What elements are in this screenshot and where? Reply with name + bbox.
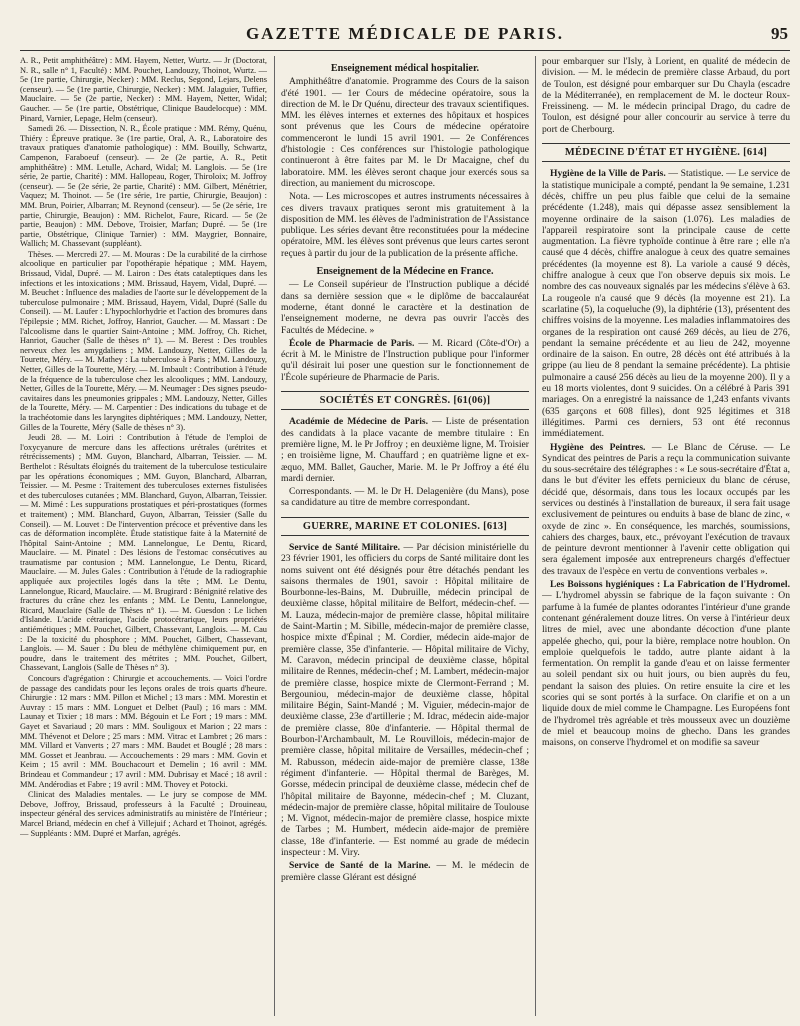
concours-paragraph: Concours d'agrégation : Chirurgie et accouchements. — Voici l'ordre de passage des candidats pour les leçons orales de trois quarts d'heure. Chirurgie : 12 mars : MM. Pillon et Michel ; 13 mars : MM. Morestin et Auvray : 15 mars : MM. Longuet et Delbet (Paul) ; 16 mars : MM. Launay et Tixier ; 18 mars : MM. Bégouin et Le Fort ; 19 mars : MM. Gayet et Savariaud ; 20 mars : MM. Souligoux et Marion ; 22 mars : MM. Thévenot et Delore ; 25 mars : MM. Vitrac et Lambret ; 26 mars : MM. Villard et Vanverts ; 27 mars : MM. Baudet et Bouglé ; 28 mars : MM. Gosset et Jeanbrau. — Accouchements : 29 mars : MM. Govin et Keim ; 15 avril : MM. Bouchacourt et Demelin ; 16 avril : MM. Brindeau et Commandeur ; 17 avril : MM. Dubrisay et Macé ; 18 avril : MM. Andérodias et Fabre ; 19 avril : MM. Thovey et Potocki. xyxy=(20,674,267,789)
body-paragraph xyxy=(281,338,529,383)
clinicat-paragraph: Clinicat des Maladies mentales. — Le jury se compose de MM. Debove, Joffroy, Brissaud, professeurs à la Faculté ; Drouineau, inspecteur général des services administratifs au ministère de l'Intérieur ; Marcel Briand, médecin en chef à Villejuif ; Achard et Thoinot, agrégés. — Suppléants : MM. Dupré et Marfan, agrégés. xyxy=(20,790,267,838)
section-heading: Enseignement médical hospitalier. xyxy=(330,63,480,74)
theses-paragraph: Jeudi 28. — M. Loiri : Contribution à l'étude de l'emploi de l'oxycyanure de mercure dans les affections urétrales (urétrites et rétrécissements) ; MM. Guyon, Blanchard, Albarran, Teissier. — M. Berthelot : Résultats éloignés du traitement de la tuberculose testiculaire par les opérations économiques ; MM. Guyon, Blanchard, Albarran, Teissier. — M. Pesme : Traitement des tuberculoses externes fistulisées et des tuberculoses cutanées ; MM. Blanchard, Guyon, Albarran, Teissier. — M. Mimé : Les suppurations prostatiques et péri-prostatiques (formes et traitement) ; MM. Blanchard, Guyon, Albarran, Teissier (Salle du Conseil). — M. Louvet : De l'intervention précoce et préventive dans les cas de déformation incomplète. Étude statistique faite à la Maternité de l'hôpital Saint-Antoine ; MM. Lannelongue, Le Dentu, Ricard, Mauclaire. — M. Pinatel : Des lésions de l'estomac consécutives au traumatisme par contusion ; MM. Lannelongue, Le Dentu, Ricard, Mauclaire. — M. Jules Gales : Contribution à l'étude de la radiographie appliquée aux projectiles logés dans la tête ; MM. Le Dentu, Lannelongue, Ricard, Mauclaire. — M. Brugirard : Bénignité relative des fractures du crâne chez les enfants ; MM. Le Dentu, Lannelongue, Ricard, Mauclaire (Salle de Thèses n° 1). — M. Guesdon : Le lichen d'Islande. L'acide cétrarique, l'acide protocétrarique, leurs propriétés antiémétiques ; MM. Pouchet, Gilbert, Chassevant, Langlois. — M. Cau : De la toxicité du phosphore ; MM. Pouchet, Gilbert, Chassevant, Langlois. — M. Sauer : Du bleu de méthylène chimiquement pur, en poudre, dans le traitement des métrites ; MM. Pouchet, Gilbert, Chassevant, Langlois (Salle de Thèses n° 3). xyxy=(20,433,267,673)
body-paragraph: pour embarquer sur l'Isly, à Lorient, en qualité de médecin de division. — M. le médecin de première classe Arbaud, du port de Toulon, est désigné pour embarquer sur Du Chayla (escadre de la Méditerranée), en remplacement de M. le docteur Roux-Freissineng. — M. le médecin principal Drago, du cadre de Toulon, est désigné pour aller concourir au service à terre du port de Cherbourg. xyxy=(542,56,790,135)
run-in-heading: Service de Santé de la Marine. xyxy=(289,860,431,872)
paragraph-text: — Le Blanc de Céruse. — Le Syndicat des peintres de Paris a reçu la communication suivante du sous-secrétaire des télégraphes : « Le sous-secrétaire d'État a, dans le but d'éviter les effets pernicieux du blanc de céruse, décidé que, désormais, dans tous les locaux occupés par les services ou destinés à l'installation de bureaux, il sera fait usage exclusivement de peintures ou enduits à base de blanc de zinc, « oxyde de zinc ». En conséquence, les marchés, soumissions, cahiers des charges, baux, etc., prévoyant l'exécution de travaux de peinture devront mentionner à l'avenir cette obligation qui sera également imposée aux entrepreneurs chargés d'effectuer des travaux de l'espèce en vertu de conventions verbales ». xyxy=(542,441,790,577)
run-in-heading: Hygiène de la Ville de Paris. xyxy=(550,168,666,180)
column-middle xyxy=(281,56,529,1016)
run-in-heading: Service de Santé Militaire. xyxy=(289,541,401,553)
paragraph-text: — L'hydromel abyssin se fabrique de la façon suivante : On parfume à la fumée de plantes odorantes l'intérieur d'une grande contenant généralement douze litres. On verse à l'intérieur deux litres de miel, avec une abondante décoction d'une plante appelée ghecho, qui, pour la bière, remplace notre houblon. On emploie quelquefois le taddo, autre plante aidant à la fermentation. On remplit la gande d'eau et on laisse fermenter au soleil pendant six ou huit jours, ou bien auprès du feu, pendant la saison des pluies. On retire ensuite la cire et les scories qui se sont portés à la surface. On clarifie et on a un liquide doux de miel comme le Champagne. Les Européens font de l'hydromel très agréable et très mousseux avec un douzième de miel et beaucoup moins de ghecho. Dans les grandes maisons, on conserve l'hydromel et on modifie sa saveur xyxy=(542,590,790,749)
paragraph-text: — Par décision ministérielle du 23 février 1901, les officiers du corps de Santé militaire dont les noms suivent ont été désignés pour être détachés pendant les saisons thermales de 1901, savoir : Hôpital militaire de Bourbonne-les-Bains, M. Dubruille, médecin principal de deuxième classe, hôpital militaire de Belfort, médecin-chef. — M. Lauza, médecin-major de première classe, hôpital militaire de Saint-Martin ; M. Sibille, médecin-major de première classe, hospice mixte d'Épinal ; M. Cordier, médecin aide-major de première classe, 35e d'infanterie. — Hôpital militaire de Vichy, M. Caravon, médecin principal de deuxième classe, hôpital militaire de Rennes, médecin-chef ; M. Lambert, médecin-major de première classe, hospice mixte de Clermont-Ferrand ; M. Bergouniou, médecin-major de deuxième classe, hôpital militaire Bégin, Saint-Mandé ; M. Viguier, médecin-major de deuxième classe, 23e d'artillerie ; M. Idrac, médecin aide-major de première classe, 80e d'infanterie. — Hôpital thermal de Bourbon-l'Archambault, M. Le Rouvillois, médecin-major de première classe, hôpital militaire de Versailles, médecin-chef ; M. Rabusson, médecin aide-major de première classe, 138e régiment d'infanterie. — Hôpital thermal de Barèges, M. Gorsse, médecin principal de deuxième classe, médecin chef de l'hôpital militaire de Bayonne, médecin-chef ; M. Cluzant, médecin-major de première classe, hôpital militaire de Toulouse ; M. Vignot, médecin-major de première classe, hospice mixte de Tarbes ; M. Humbert, médecin aide-major de première classe, 18e d'infanterie. — Est nommé au grade de médecin inspecteur : M. Viry. xyxy=(281,541,529,858)
paragraph-text: — Liste de présentation des candidats à la place vacante de membre titulaire : En première ligne, M. le Pr Joffroy ; en deuxième ligne, M. Troisier ; en troisième ligne, M. Chauffard ; en quatrième ligne et ex-æquo, MM. Ballet, Gaucher, Marie. M. le Pr Joffroy a été élu mardi dernier. xyxy=(281,416,529,484)
body-paragraph xyxy=(542,442,790,578)
journal-title: GAZETTE MÉDICALE DE PARIS. xyxy=(245,24,565,43)
column-divider xyxy=(274,56,275,1016)
column-left xyxy=(20,56,267,1016)
theses-paragraph: Thèses. — Mercredi 27. — M. Mouras : De la curabilité de la cirrhose alcoolique en particulier par l'opothérapie hépatique ; MM. Hayem, Brissaud, Vidal, Dupré. — M. Lairon : Des états cataleptiques dans les infections et les intoxications ; MM. Brissaud, Hayem, Vidal, Dupré. — M. Beuchet : Influence des maladies de l'aorte sur le développement de la tuberculose pulmonaire ; MM. Brissaud, Hayem, Vidal, Dupré (Salle du Conseil). — M. Laufer : L'hypochlorhydrie et l'action des bromures dans l'épilepsie ; MM. Richet, Joffroy, Hanriot, Gaucher. — M. Massart : De l'alcoolisme dans le quartier Saint-Antoine ; MM. Joffroy, Ch. Richet, Hanriot, Gaucher (Salle de thèses n° 1). — M. Berest : Des troubles nerveux chez les amygdaliens ; MM. Landouzy, Netter, Gilles de la Tourette, Méry. — M. Mathey : La tuberculose à Paris ; MM. Landouzy, Netter, Gilles de la Tourette, Méry. — M. Imbault : Contribution à l'étude de la fréquence de la tuberculose chez les alcooliques ; MM. Landouzy, Netter, Gilles de la Tourette, Méry. — M. Neumager : Des signes pseudo-cavitaires dans les pneumonies grippales ; MM. Landouzy, Netter, Gilles de la Tourette, Méry. — M. Carpentier : Des indications du tubage et de la trachéotomie dans les laryngites diphtériques ; MM. Landouzy, Netter, Gilles de la Tourette, Méry (Salle de thèses n° 3). xyxy=(20,249,267,432)
page-header xyxy=(20,22,790,51)
body-paragraph: Nota. — Les microscopes et autres instruments nécessaires à ces divers travaux pratiques seront mis gratuitement à la disposition de MM. les élèves de l'administration de l'Assistance publique. Les séries devant être reconstituées pour la médecine opératoire, MM. les élèves sont prévenus que leurs cartes seront reçues à partir du jour de la publication de la présente affiche. xyxy=(281,191,529,259)
body-paragraph xyxy=(281,542,529,858)
paragraph-text: — M. Ricard (Côte-d'Or) a écrit à M. le Ministre de l'Instruction publique pour l'informer qu'il désirait lui poser une question sur le fonctionnement de l'École supérieure de Pharmacie de Paris. xyxy=(281,337,529,383)
body-paragraph xyxy=(542,168,790,439)
body-paragraph: Correspondants. — M. le Dr H. Delagenière (du Mans), pose sa candidature au titre de membre correspondant. xyxy=(281,486,529,509)
body-paragraph xyxy=(281,416,529,484)
run-in-heading: Académie de Médecine de Paris. xyxy=(289,416,429,428)
paragraph-text: — Statistique. — Le service de la statistique municipale a compté, pendant la 9e semaine, 1.231 décès, chiffre un peu plus faible que celui de la semaine précédente (1.248), mais qui dépasse assez sensiblement la moyenne ordinaire de la saison (1.076). Les maladies de l'appareil respiratoire sont la principale cause de cette augmentation. La fièvre typhoïde continue à être rare ; elle n'a causé que 4 décès, chiffre analogue à ceux des quatre semaines précédentes (la moyenne est 8). La variole a causé 9 décès, chiffre analogue à ceux que l'on observe depuis six mois. Le nombre des cas nouveaux signalés par les médecins s'élève à 63. La rougeole n'a causé que 9 décès (la moyenne est 21). La scarlatine (5), la coqueluche (9), la diphtérie (13), présentent des chiffres voisins de la moyenne. Les maladies inflammatoires des organes de la respiration ont causé 269 décès, au lieu de 276, pendant la semaine précédente et au lieu de 242, moyenne ordinaire de la saison. En outre, 28 décès ont été attribués à la grippe (au lieu de 8 pendant la semaine précédente). La phtisie pulmonaire a causé 256 décès au lieu de la moyenne 200). Il y a eu 18 morts violentes, dont 9 suicides. On a célébré à Paris 391 mariages. On a enregistré la naissance de 1,243 enfants vivants (635 garçons et 608 filles), dont 925 légitimes et 318 illégitimes. Parmi ces derniers, 53 ont été reconnus immédiatement. xyxy=(542,168,790,440)
page-number: 95 xyxy=(771,24,788,43)
body-paragraph xyxy=(281,860,529,883)
run-in-heading: École de Pharmacie de Paris. xyxy=(289,337,415,349)
exam-schedule-paragraph: A. R., Petit amphithéâtre) : MM. Hayem, Netter, Wurtz. — Jr (Doctorat, N. R., salle n° 1, Faculté) : MM. Pouchet, Landouzy, Thoinot, Wurtz. — 5e (1re partie, Chirurgie, Necker) : MM. Reclus, Segond, Lejars, Delens (censeur). — 5e (1re partie, Chirurgie, Necker) : MM. Jalaguier, Tuffier, Mauclaire. — 5e (2e partie, Necker) : MM. Hayem, Netter, Widal; Gaucher. — 5e (1re partie, Obstétrique, Clinique Baudelocque) : MM. Pinard, Varnier, Lepage, Helm (censeur). xyxy=(20,56,267,123)
category-banner: MÉDECINE D'ÉTAT ET HYGIÈNE. [614] xyxy=(542,143,790,162)
column-right xyxy=(542,56,790,1016)
body-paragraph: — Le Conseil supérieur de l'Instruction publique a décidé dans sa dernière session que « le diplôme de baccalauréat moderne, étant donné le caractère et la destination de l'enseignement moderne, ne devra pas ouvrir l'accès des Facultés de Médecine. » xyxy=(281,279,529,336)
paragraph-text: — M. le médecin de première classe Glérant est désigné xyxy=(281,860,529,883)
body-paragraph xyxy=(542,579,790,748)
exam-schedule-paragraph: Samedi 26. — Dissection, N. R., École pratique : MM. Rémy, Quénu, Thiéry : Épreuve pratique. 3e (1re partie, Oral, A. R., Laboratoire des travaux pratiques d'anatomie pathologique) : MM. Bouilly, Schwartz, Campenon, Faraboeuf (censeur). — 2e (2e partie, A. R., Petit amphithéâtre) : MM. Letulle, Achard, Widal; M. Langlois. — 5e (1re série, 2e partie, Charité) : MM. Hallopeau, Roger, Thiroloix; M. Joffroy (censeur). — 5e (2e série, 2e partie, Charité) : MM. Gilbert, Ménétrier, Vaquez; M. Thoinot. — 5e (1re série, 1re partie, Chirurgie, Beaujon) : MM. Brun, Poirier, Albarran; M. Reynond (censeur). — 5e (2e série, 1re partie, Chirurgie, Beaujon) : MM. Richelot, Faure, Ricard. — 5e (2e partie, Beaujon) : MM. Debove, Troisier, Marfan; Dupré. — 5e (1re partie, Obstétrique, Clinique Tarnier) : MM. Maygrier, Bonnaire, Wallich; M. Chassevant (suppléant). xyxy=(20,124,267,249)
column-divider xyxy=(535,56,536,1016)
body-paragraph: Amphithéâtre d'anatomie. Programme des Cours de la saison d'été 1901. — 1er Cours de médecine opératoire, sous la direction de M. le Dr Quénu, directeur des travaux scientifiques. MM. les élèves internes et externes des hôpitaux et hospices sont prévenus que les Cours de médecine opératoire commenceront le lundi 15 avril 1901. — 2e Conférences d'histologie : Ces conférences sur l'histologie pathologique continueront à être faites par M. le Dr Macaigne, chef du laboratoire. MM. les élèves seront chaque jour exercés sous sa direction, au maniement du microscope. xyxy=(281,76,529,189)
category-banner: SOCIÉTÉS ET CONGRÈS. [61(06)] xyxy=(281,391,529,410)
category-banner: GUERRE, MARINE ET COLONIES. [613] xyxy=(281,517,529,536)
run-in-heading: Hygiène des Peintres. xyxy=(550,441,646,453)
run-in-heading: Les Boissons hygiéniques : La Fabrication de l'Hydromel. xyxy=(550,579,790,591)
section-heading: Enseignement de la Médecine en France. xyxy=(316,266,494,278)
